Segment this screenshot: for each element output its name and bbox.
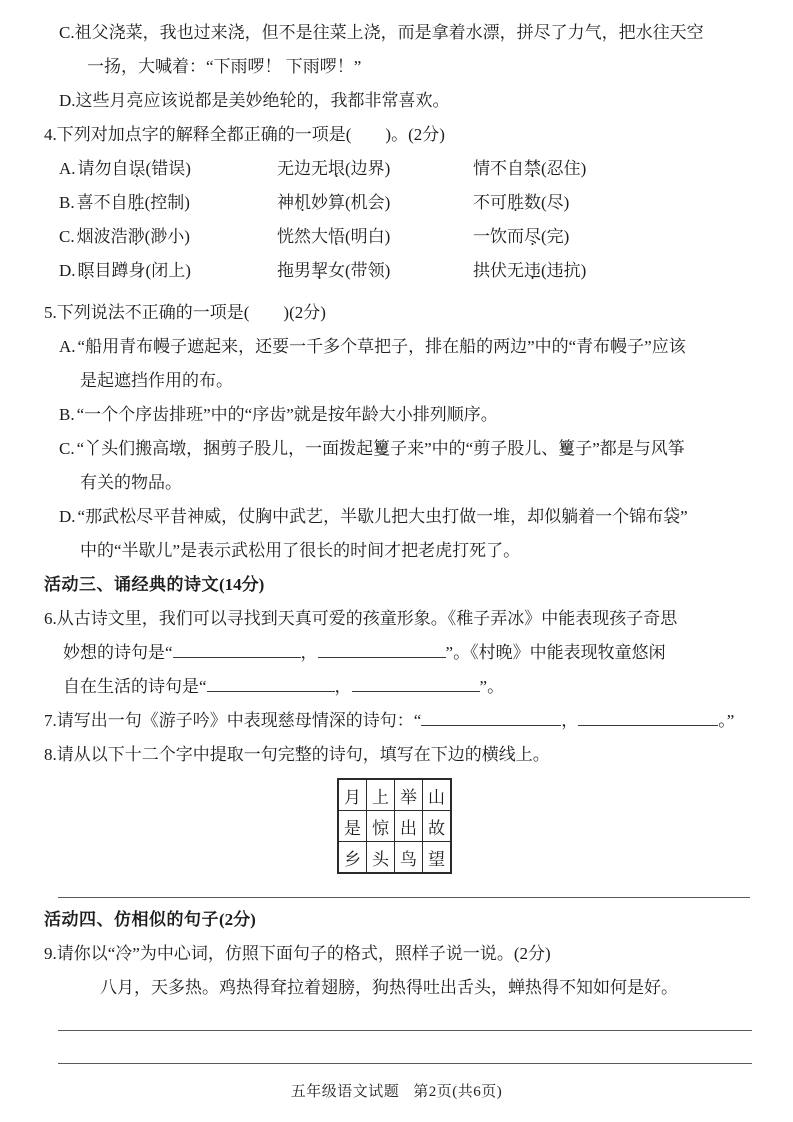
char-cell: 是: [338, 811, 367, 842]
char-cell: 头: [367, 842, 395, 874]
q4-options: [44, 152, 745, 288]
q5-option-line: 是起遮挡作用的布。: [80, 371, 233, 390]
dotted-char: 渺 •: [128, 220, 145, 254]
q4-phrase: 神机 •妙算(机会): [277, 186, 473, 220]
heading-score: (2分): [219, 910, 256, 929]
dotted-char: 误 •: [129, 152, 146, 186]
answer-blank: [578, 708, 718, 726]
q4-phrase: A. 请勿自误 •(错误): [59, 152, 277, 186]
heading-text: 活动四、仿相似的句子: [44, 910, 219, 929]
answer-blank: [318, 640, 446, 658]
q3-option-c-line1: [59, 16, 745, 50]
q4-phrase: B. 喜不自胜 •(控制): [59, 186, 277, 220]
char-cell: 惊: [367, 811, 395, 842]
answer-blank: [352, 674, 480, 692]
q5-option-line: 有关的物品。: [80, 473, 182, 492]
q6-line1: 6.从古诗文里，我们可以寻找到天真可爱的孩童形象。《稚子弄冰》中能表现孩子奇思: [44, 609, 678, 628]
q6-text: ，: [334, 677, 352, 696]
answer-blank: [173, 640, 301, 658]
option-letter: B.: [59, 405, 75, 424]
q6-line3: [63, 670, 745, 704]
char-cell: 望: [423, 842, 452, 874]
option-letter: B.: [59, 193, 75, 212]
option-letter: D.: [59, 261, 76, 280]
q7-line: [44, 704, 745, 738]
char-cell: 月: [338, 779, 367, 811]
char-cell: 出: [395, 811, 423, 842]
dotted-char: 挈 •: [311, 254, 328, 288]
q9-stem: 9.请你以“冷”为中心词，仿照下面句子的格式，照样子说一说。(2分): [44, 944, 551, 963]
q6-text: 妙想的诗句是“: [63, 643, 173, 662]
dotted-char: 尽 •: [524, 220, 541, 254]
q6-text: 自在生活的诗句是“: [63, 677, 207, 696]
answer-blank: [421, 708, 561, 726]
q5-option-line: B. “一个个序齿排班”中的“序齿”就是按年龄大小排列顺序。: [59, 405, 498, 424]
option-text: 祖父浇菜，我也过来浇，但不是往菜上浇，而是拿着水漂，拼尽了力气，把水往天空: [74, 23, 704, 42]
heading-text: 活动三、诵经典的诗文: [44, 575, 219, 594]
dotted-char: 禁 •: [524, 152, 541, 186]
q5-option-line: D. “那武松尽平昔神威，仗胸中武艺，半歇儿把大虫打做一堆，却似躺着一个锦布袋”: [59, 507, 688, 526]
option-letter: C.: [59, 23, 75, 42]
q6-text: ”。: [479, 677, 505, 696]
q4-phrase: 拖男挈 •女(带领): [277, 254, 473, 288]
option-letter: A.: [59, 159, 76, 178]
q5-options: [44, 330, 745, 568]
char-grid-table: [337, 778, 452, 874]
dotted-char: 机 •: [294, 186, 311, 220]
q4-option-row: [59, 254, 745, 288]
footer-title: 五年级语文试题: [290, 1084, 400, 1100]
answer-blank: [207, 674, 335, 692]
char-cell: 山: [423, 779, 452, 811]
q8-stem: 8.请从以下十二个字中提取一句完整的诗句，填写在下边的横线上。: [44, 745, 550, 764]
q4-phrase: D. 瞑 •目蹲身(闭上): [59, 254, 277, 288]
q3-option-c-line2: 一扬，大喊着：“下雨啰！ 下雨啰！”: [87, 57, 362, 76]
answer-line: [58, 1030, 752, 1031]
q5-option-line: A. “船用青布幔子遮起来，还要一千多个草把子，排在船的两边”中的“青布幔子”应该: [59, 337, 686, 356]
dotted-char: 垠 •: [328, 152, 345, 186]
answer-line: [58, 897, 750, 898]
q6-line2: [63, 636, 745, 670]
q6-text: ”。《村晚》中能表现牧童悠闲: [445, 643, 666, 662]
option-letter: A.: [59, 337, 76, 356]
char-cell: 鸟: [395, 842, 423, 874]
q4-phrase: 恍然大悟 •(明白): [277, 220, 473, 254]
q4-phrase: 情不自禁 •(忍住): [473, 152, 745, 186]
heading-score: (14分): [219, 575, 265, 594]
q6-text: ，: [300, 643, 318, 662]
dotted-char: 悟 •: [328, 220, 345, 254]
option-letter: C.: [59, 227, 75, 246]
dotted-char: 胜 •: [128, 186, 145, 220]
option-letter: C.: [59, 439, 75, 458]
char-cell: 上: [367, 779, 395, 811]
char-table-row: [338, 811, 451, 842]
dotted-char: 胜 •: [507, 186, 524, 220]
q5-stem: 5.下列说法不正确的一项是( )(2分): [44, 303, 326, 322]
dotted-char: 瞑 •: [78, 254, 95, 288]
q4-option-row: [59, 186, 745, 220]
q4-phrase: 拱伏无违 •(违抗): [473, 254, 745, 288]
q5-option-line: C. “丫头们搬高墩，捆剪子股儿，一面拨起籰子来”中的“剪子股儿、籰子”都是与风筝: [59, 439, 685, 458]
q9-example: 八月，天多热。鸡热得耷拉着翅膀，狗热得吐出舌头，蝉热得不知如何是好。: [100, 978, 678, 997]
q4-option-row: [59, 220, 745, 254]
option-letter: D.: [59, 91, 76, 110]
footer-page-number: 第2页(共6页): [413, 1084, 503, 1100]
page-footer: [0, 1080, 793, 1101]
option-letter: D.: [59, 507, 76, 526]
q4-phrase: C. 烟波浩渺 •(渺小): [59, 220, 277, 254]
q7-text: ，: [561, 711, 579, 730]
q4-phrase: 一饮而尽 •(完): [473, 220, 745, 254]
section-heading-act3: [44, 568, 745, 602]
char-table-row: [338, 842, 451, 874]
q4-stem: 4.下列对加点字的解释全都正确的一项是( )。(2分): [44, 125, 445, 144]
q4-option-row: [59, 152, 745, 186]
answer-line: [58, 1063, 752, 1064]
char-cell: 故: [423, 811, 452, 842]
char-cell: 乡: [338, 842, 367, 874]
q3-option-d: [59, 84, 745, 118]
q4-phrase: 不可胜 •数(尽): [473, 186, 745, 220]
char-table-row: [338, 779, 451, 811]
option-text: 这些月亮应该说都是美妙绝轮的，我都非常喜欢。: [75, 91, 450, 110]
dotted-char: 违 •: [524, 254, 541, 288]
section-heading-act4: [44, 903, 745, 937]
q5-option-line: 中的“半歇儿”是表示武松用了很长的时间才把老虎打死了。: [80, 541, 521, 560]
q4-phrase: 无边无垠 •(边界): [277, 152, 473, 186]
char-cell: 举: [395, 779, 423, 811]
q7-text: 。”: [718, 711, 735, 730]
q7-text: 7.请写出一句《游子吟》中表现慈母情深的诗句：“: [44, 711, 422, 730]
